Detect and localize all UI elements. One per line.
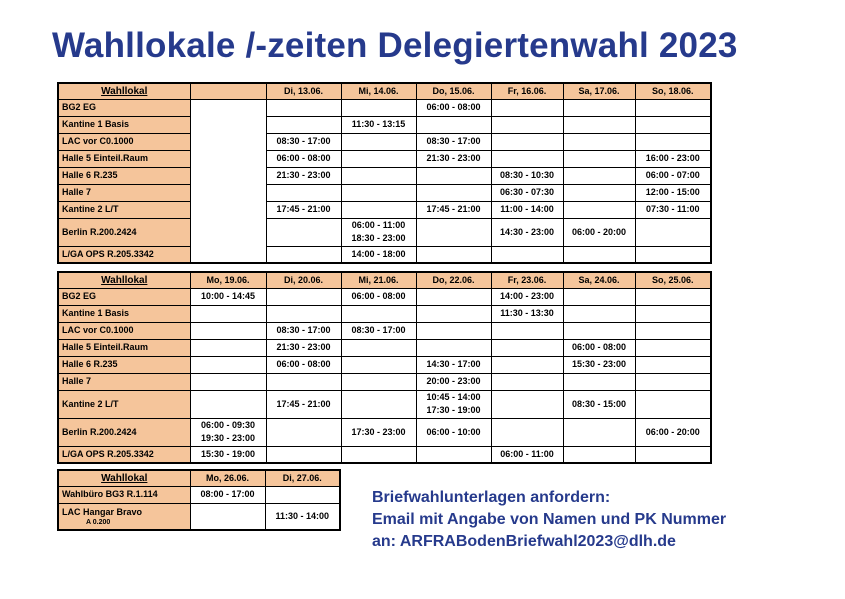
location-cell: Halle 5 Einteil.Raum (58, 339, 190, 356)
time-cell (341, 99, 416, 116)
time-cell (190, 305, 266, 322)
time-cell (190, 322, 266, 339)
table-row (58, 218, 711, 246)
location-cell: Halle 7 (58, 184, 190, 201)
time-cell: 06:00 - 08:00 (266, 356, 341, 373)
time-cell (635, 288, 711, 305)
time-cell (635, 246, 711, 263)
time-cell (491, 339, 563, 356)
location-sublabel: A 0.200 (86, 518, 111, 526)
time-cell (563, 133, 635, 150)
table-row (58, 184, 711, 201)
time-cell (491, 356, 563, 373)
time-cell (416, 339, 491, 356)
time-cell: 08:30 - 17:00 (416, 133, 491, 150)
day-column-header: Mo, 19.06. (190, 272, 266, 288)
time-cell (190, 373, 266, 390)
table-header-row (58, 470, 340, 486)
time-cell (563, 418, 635, 446)
time-cell: 06:00 - 08:00 (341, 288, 416, 305)
time-cell (563, 246, 635, 263)
time-cell: 06:00 - 20:00 (563, 218, 635, 246)
time-cell (190, 390, 266, 418)
time-cell: 08:30 - 17:00 (266, 133, 341, 150)
table-row (58, 390, 711, 418)
table-row (58, 486, 340, 503)
time-cell: 17:45 - 21:00 (416, 201, 491, 218)
table-row (58, 116, 711, 133)
time-cell (341, 373, 416, 390)
time-cell (341, 150, 416, 167)
table-row (58, 418, 711, 446)
note-line-1: Briefwahlunterlagen anfordern: (372, 489, 611, 506)
time-cell (491, 116, 563, 133)
day-column-header: So, 25.06. (635, 272, 711, 288)
time-cell (563, 305, 635, 322)
time-cell (635, 322, 711, 339)
time-cell (266, 99, 341, 116)
time-cell (563, 150, 635, 167)
time-cell: 14:30 - 17:00 (416, 356, 491, 373)
location-cell: Berlin R.200.2424 (58, 418, 190, 446)
time-cell: 14:30 - 23:00 (491, 218, 563, 246)
time-cell (563, 446, 635, 463)
location-cell: Kantine 1 Basis (58, 116, 190, 133)
location-cell: BG2 EG (58, 99, 190, 116)
note-line-2: Email mit Angabe von Namen und PK Nummer (372, 511, 727, 528)
time-cell (341, 356, 416, 373)
time-cell: 08:30 - 17:00 (341, 322, 416, 339)
time-cell (491, 133, 563, 150)
time-cell: 06:00 - 11:00 (491, 446, 563, 463)
location-cell: L/GA OPS R.205.3342 (58, 446, 190, 463)
time-cell: 11:00 - 14:00 (491, 201, 563, 218)
table-row (58, 201, 711, 218)
time-cell (563, 99, 635, 116)
postal-vote-note (372, 487, 726, 553)
time-cell (341, 339, 416, 356)
time-cell: 11:30 - 13:30 (491, 305, 563, 322)
time-cell (266, 288, 341, 305)
location-cell: Halle 7 (58, 373, 190, 390)
time-cell (266, 218, 341, 246)
time-cell (266, 246, 341, 263)
time-cell (491, 322, 563, 339)
time-cell (266, 116, 341, 133)
location-cell: L/GA OPS R.205.3342 (58, 246, 190, 263)
location-column-header: Wahllokal (58, 83, 190, 99)
time-cell (635, 305, 711, 322)
time-cell: 17:45 - 21:00 (266, 390, 341, 418)
schedule-table-week3 (57, 469, 341, 531)
table-row (58, 167, 711, 184)
time-cell (635, 116, 711, 133)
day-column-header: So, 18.06. (635, 83, 711, 99)
table-row (58, 133, 711, 150)
time-cell (563, 373, 635, 390)
time-cell (563, 167, 635, 184)
location-column-header: Wahllokal (58, 272, 190, 288)
time-cell (416, 322, 491, 339)
time-cell (266, 418, 341, 446)
time-cell (190, 356, 266, 373)
time-cell: 08:30 - 15:00 (563, 390, 635, 418)
time-cell: 06:00 - 08:00 (563, 339, 635, 356)
time-cell (266, 373, 341, 390)
location-column-header: Wahllokal (58, 470, 190, 486)
time-cell (190, 99, 266, 263)
table-row (58, 322, 711, 339)
time-cell (491, 150, 563, 167)
time-cell (491, 99, 563, 116)
time-cell: 21:30 - 23:00 (416, 150, 491, 167)
day-column-header: Do, 15.06. (416, 83, 491, 99)
time-cell (416, 218, 491, 246)
time-cell: 06:00 - 10:00 (416, 418, 491, 446)
time-cell (635, 390, 711, 418)
location-cell: LAC vor C0.1000 (58, 322, 190, 339)
time-cell (635, 373, 711, 390)
time-cell (635, 218, 711, 246)
table-row (58, 305, 711, 322)
location-cell: Kantine 2 L/T (58, 201, 190, 218)
table-row (58, 150, 711, 167)
time-cell (265, 486, 340, 503)
time-cell (266, 184, 341, 201)
time-cell (491, 418, 563, 446)
time-cell (266, 305, 341, 322)
time-cell: 21:30 - 23:00 (266, 339, 341, 356)
table-header-row (58, 272, 711, 288)
time-cell: 17:45 - 21:00 (266, 201, 341, 218)
time-cell: 08:00 - 17:00 (190, 486, 265, 503)
time-cell: 16:00 - 23:00 (635, 150, 711, 167)
time-cell (341, 167, 416, 184)
time-cell: 08:30 - 17:00 (266, 322, 341, 339)
page-title: Wahllokale /-zeiten Delegiertenwahl 2023 (52, 26, 738, 65)
location-cell: BG2 EG (58, 288, 190, 305)
time-cell (635, 356, 711, 373)
time-cell (341, 446, 416, 463)
location-cell: LAC vor C0.1000 (58, 133, 190, 150)
table-row (58, 246, 711, 263)
time-cell (563, 184, 635, 201)
time-cell: 17:30 - 23:00 (341, 418, 416, 446)
time-cell (416, 167, 491, 184)
time-cell (416, 246, 491, 263)
time-cell (341, 201, 416, 218)
time-cell (563, 322, 635, 339)
time-cell (563, 201, 635, 218)
schedule-table-week2 (57, 271, 712, 464)
day-column-header: Di, 20.06. (266, 272, 341, 288)
time-cell: 11:30 - 14:00 (265, 503, 340, 530)
time-cell: 15:30 - 23:00 (563, 356, 635, 373)
time-cell: 11:30 - 13:15 (341, 116, 416, 133)
time-cell: 14:00 - 23:00 (491, 288, 563, 305)
time-cell (341, 133, 416, 150)
time-cell (416, 446, 491, 463)
time-cell (635, 339, 711, 356)
schedule-table-week1 (57, 82, 712, 264)
day-column-header: Mi, 14.06. (341, 83, 416, 99)
time-cell (635, 99, 711, 116)
note-line-3: an: ARFRABodenBriefwahl2023@dlh.de (372, 533, 676, 550)
day-column-header: Sa, 17.06. (563, 83, 635, 99)
time-cell (341, 390, 416, 418)
time-cell (341, 184, 416, 201)
time-cell: 06:00 - 08:00 (266, 150, 341, 167)
time-cell: 12:00 - 15:00 (635, 184, 711, 201)
time-cell: 06:00 - 11:00 18:30 - 23:00 (341, 218, 416, 246)
time-cell: 06:30 - 07:30 (491, 184, 563, 201)
time-cell (190, 339, 266, 356)
location-cell: Halle 6 R.235 (58, 167, 190, 184)
day-column-header: Do, 22.06. (416, 272, 491, 288)
time-cell: 10:45 - 14:00 17:30 - 19:00 (416, 390, 491, 418)
day-column-header (190, 83, 266, 99)
location-cell: Kantine 2 L/T (58, 390, 190, 418)
table-row (58, 356, 711, 373)
table-row (58, 503, 340, 530)
time-cell (416, 116, 491, 133)
location-cell: Halle 5 Einteil.Raum (58, 150, 190, 167)
time-cell: 21:30 - 23:00 (266, 167, 341, 184)
time-cell: 08:30 - 10:30 (491, 167, 563, 184)
time-cell: 06:00 - 07:00 (635, 167, 711, 184)
time-cell (266, 446, 341, 463)
time-cell: 10:00 - 14:45 (190, 288, 266, 305)
table-header-row (58, 83, 711, 99)
time-cell: 15:30 - 19:00 (190, 446, 266, 463)
time-cell (416, 288, 491, 305)
time-cell (416, 184, 491, 201)
day-column-header: Di, 13.06. (266, 83, 341, 99)
time-cell: 07:30 - 11:00 (635, 201, 711, 218)
day-column-header: Fr, 23.06. (491, 272, 563, 288)
location-cell: Kantine 1 Basis (58, 305, 190, 322)
table-row (58, 446, 711, 463)
day-column-header: Fr, 16.06. (491, 83, 563, 99)
time-cell (491, 373, 563, 390)
day-column-header: Sa, 24.06. (563, 272, 635, 288)
time-cell (491, 246, 563, 263)
location-cell: Berlin R.200.2424 (58, 218, 190, 246)
time-cell (491, 390, 563, 418)
location-cell: Halle 6 R.235 (58, 356, 190, 373)
location-cell: Wahlbüro BG3 R.1.114 (58, 486, 190, 503)
day-column-header: Mi, 21.06. (341, 272, 416, 288)
time-cell: 14:00 - 18:00 (341, 246, 416, 263)
time-cell (635, 133, 711, 150)
table-row (58, 339, 711, 356)
time-cell (341, 305, 416, 322)
table-row (58, 373, 711, 390)
location-cell: LAC Hangar Bravo A 0.200 (58, 503, 190, 530)
time-cell (190, 503, 265, 530)
time-cell (563, 116, 635, 133)
time-cell: 06:00 - 20:00 (635, 418, 711, 446)
time-cell (416, 305, 491, 322)
time-cell: 06:00 - 09:30 19:30 - 23:00 (190, 418, 266, 446)
time-cell (563, 288, 635, 305)
time-cell: 20:00 - 23:00 (416, 373, 491, 390)
time-cell (635, 446, 711, 463)
day-column-header: Di, 27.06. (265, 470, 340, 486)
day-column-header: Mo, 26.06. (190, 470, 265, 486)
table-row (58, 288, 711, 305)
table-row (58, 99, 711, 116)
time-cell: 06:00 - 08:00 (416, 99, 491, 116)
